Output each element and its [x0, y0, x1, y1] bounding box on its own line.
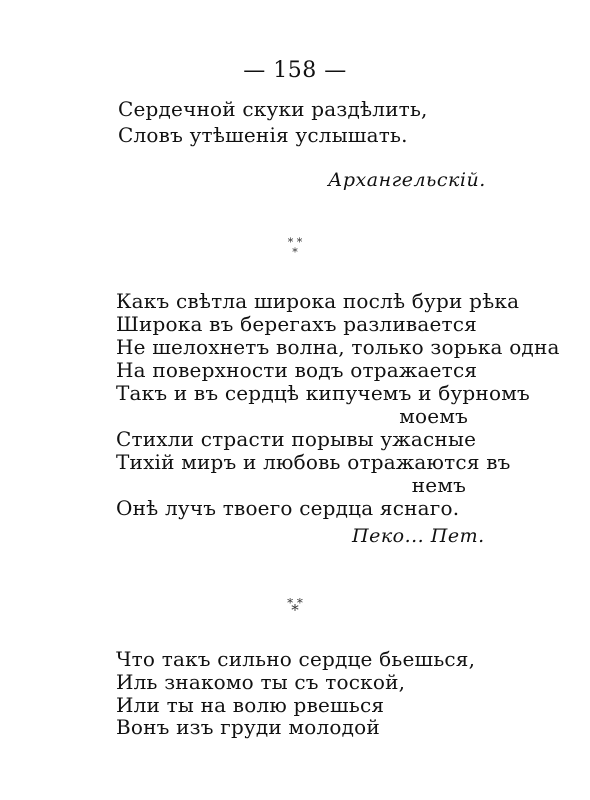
verse-line: Такъ и въ сердцѣ кипучемъ и бурномъ — [116, 381, 530, 405]
verse-line-continuation: немъ — [411, 473, 466, 497]
verse-line: Широка въ берегахъ разливается — [116, 312, 477, 336]
verse-line: Или ты на волю рвешься — [116, 693, 385, 717]
verse-line-continuation: моемъ — [399, 404, 468, 428]
verse-line: Иль знакомо ты съ тоской, — [116, 670, 406, 694]
verse-line: На поверхности водъ отражается — [116, 358, 478, 382]
asterism-separator — [0, 592, 590, 619]
verse-line: Сердечной скуки раздѣлить, — [118, 97, 428, 121]
page-number: — 158 — — [243, 58, 347, 83]
verse-line: Словъ утѣшенія услышать. — [118, 123, 408, 147]
asterism-separator — [0, 234, 590, 254]
verse-line: Что такъ сильно сердце бьешься, — [116, 647, 476, 671]
verse-line: Онѣ лучъ твоего сердца яснаго. — [116, 496, 460, 520]
asterism-top: ⁎ ⁎ — [287, 232, 303, 245]
asterism-bottom: ⁎ — [292, 242, 298, 255]
asterism-bottom: * — [291, 601, 299, 619]
verse-line: Какъ свѣтла широка послѣ бури рѣка — [116, 289, 520, 313]
author-signature: Архангельскій. — [328, 169, 486, 191]
author-signature: Пеко... Пет. — [352, 525, 485, 547]
verse-line: Стихли страсти порывы ужасные — [116, 427, 477, 451]
asterism-top: ⁎ ⁎ — [287, 592, 303, 606]
verse-line: Вонъ изъ груди молодой — [116, 715, 380, 739]
verse-line: Тихій миръ и любовь отражаются въ — [116, 450, 511, 474]
verse-line: Не шелохнетъ волна, только зорька одна — [116, 335, 560, 359]
